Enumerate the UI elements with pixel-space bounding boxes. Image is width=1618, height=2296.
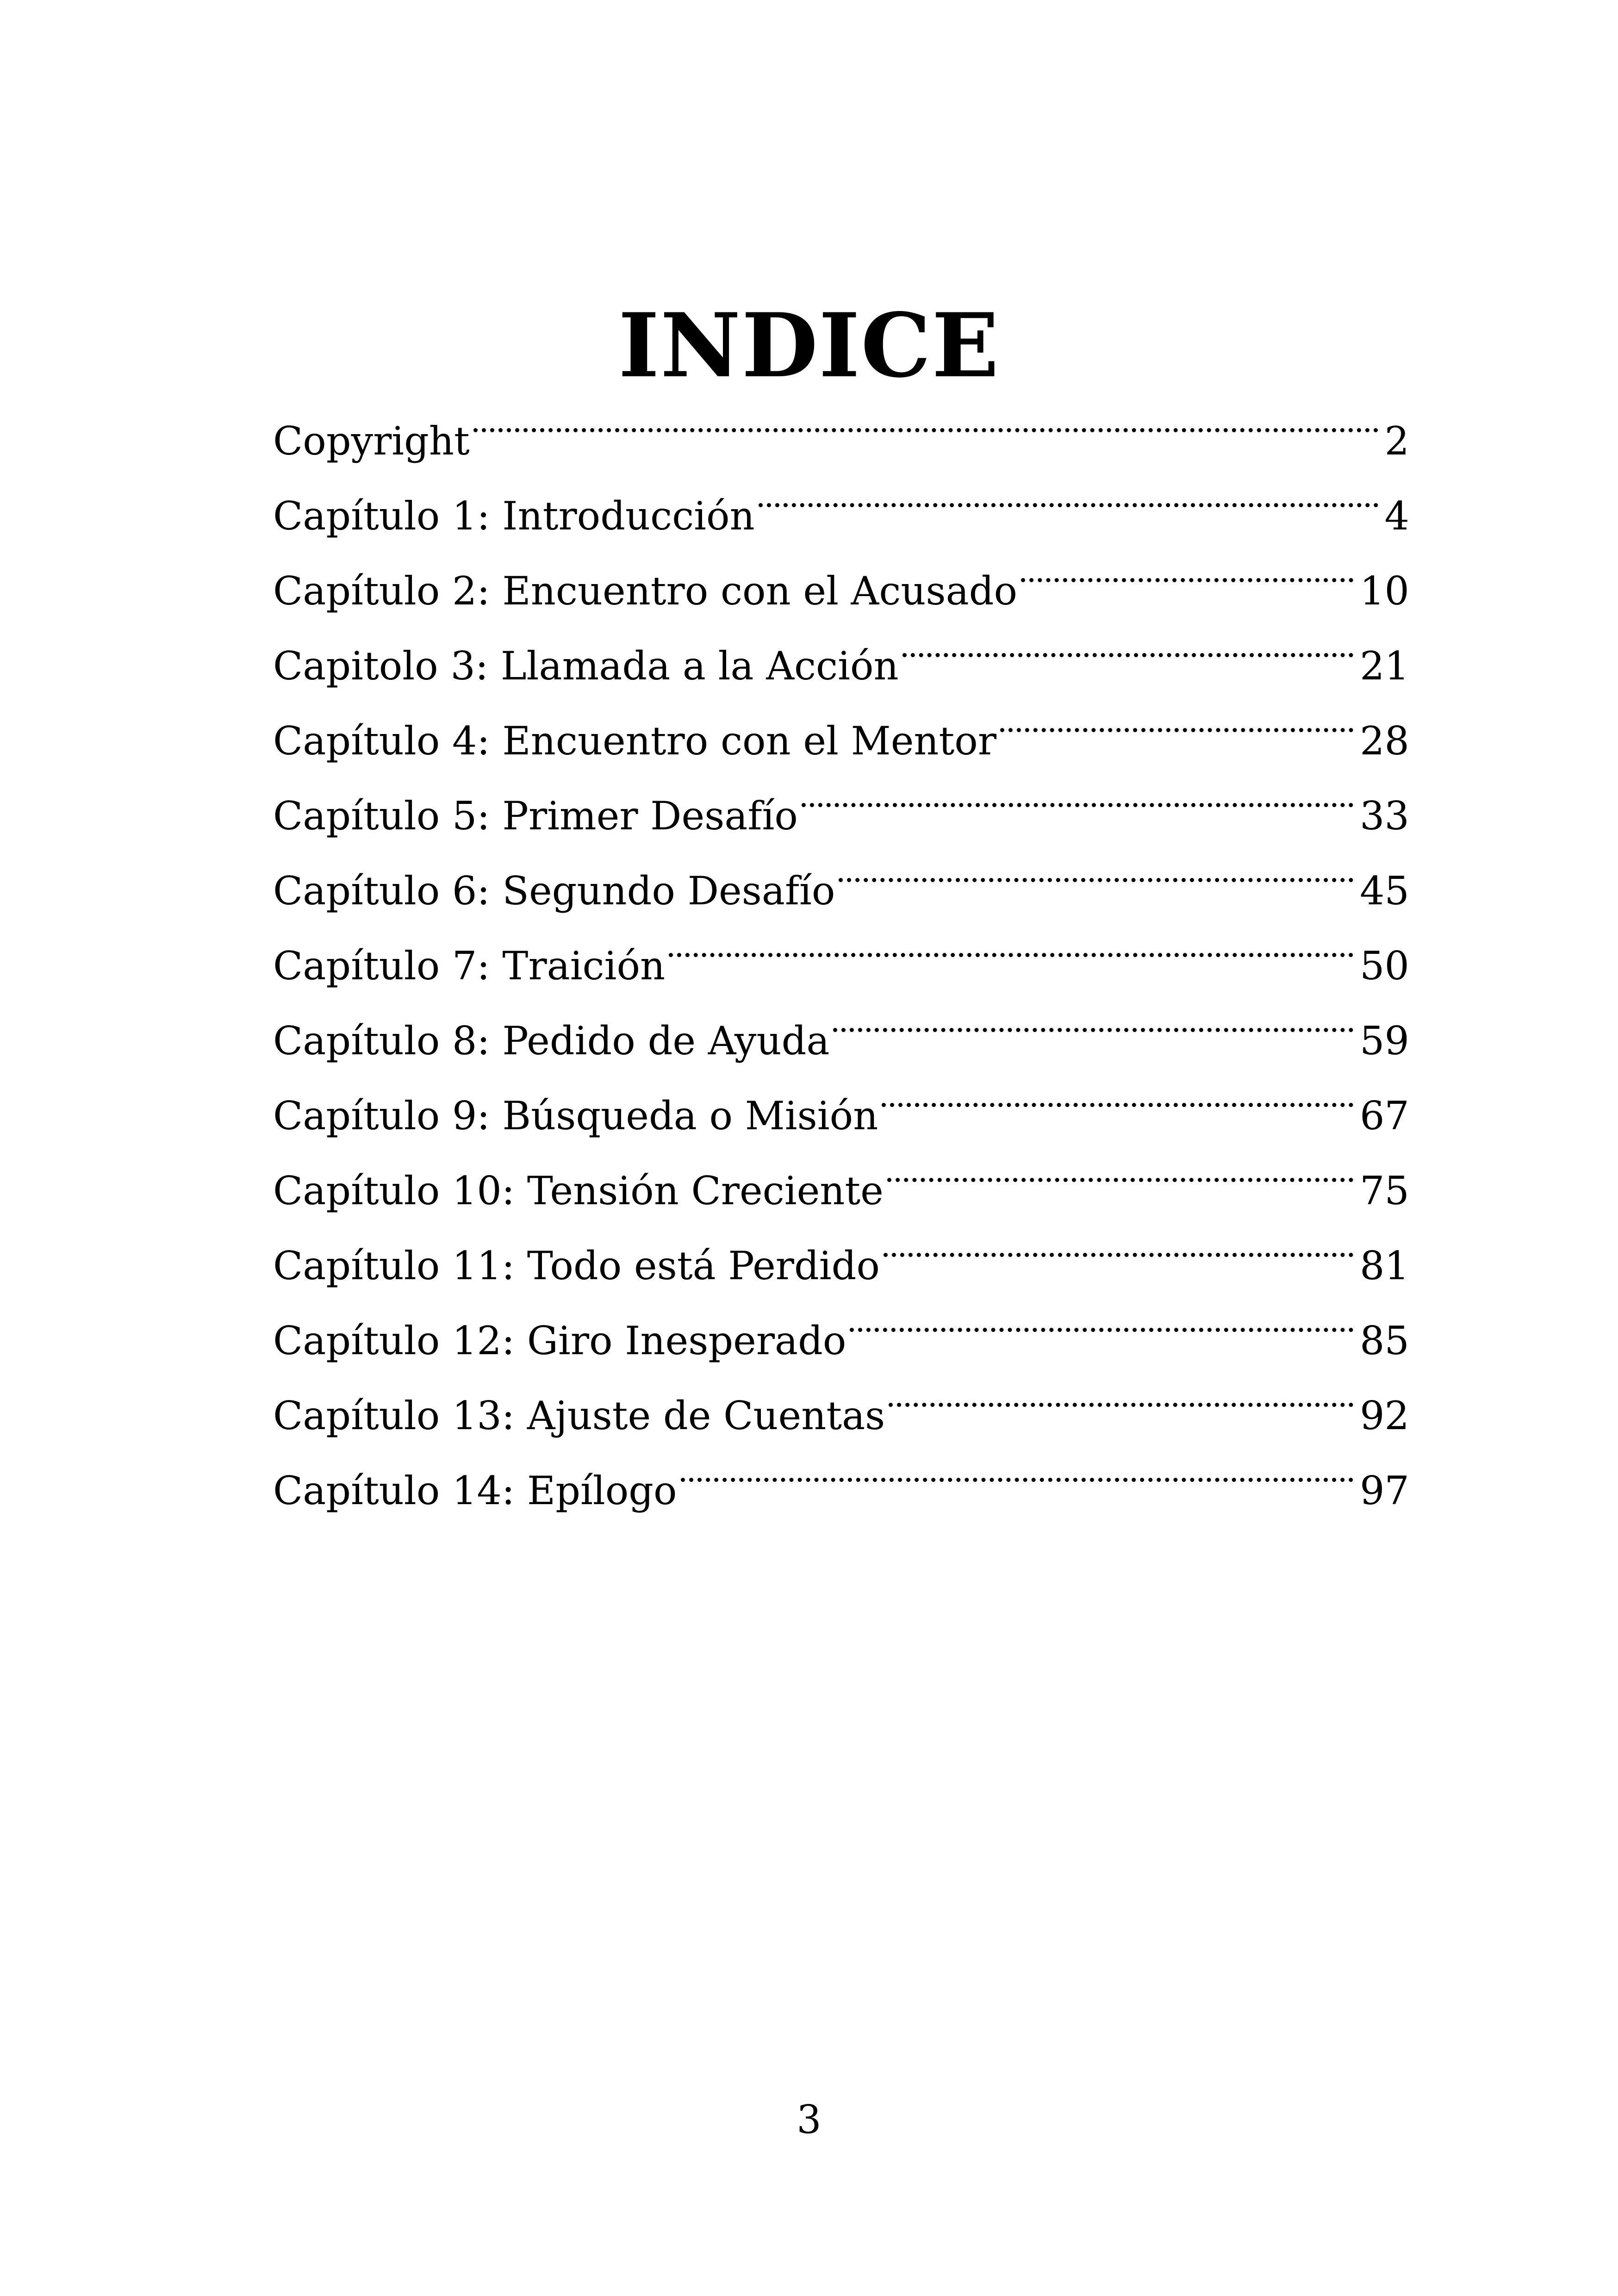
table-of-contents [273, 380, 1409, 1513]
toc-entry-label: Capítulo 5: Primer Desafío [273, 793, 798, 839]
toc-entry-label: Capítulo 4: Encuentro con el Mentor [273, 718, 996, 764]
toc-entry-label: Capítulo 13: Ajuste de Cuentas [273, 1393, 885, 1438]
toc-entry-page-number: 33 [1360, 793, 1409, 839]
page-number: 3 [797, 2097, 821, 2142]
toc-entry-label: Capítulo 6: Segundo Desafío [273, 868, 835, 914]
dot-leader [887, 1129, 1353, 1204]
toc-entry-page-number: 85 [1360, 1318, 1409, 1363]
dot-leader [850, 1279, 1353, 1354]
toc-entry[interactable] [273, 380, 1409, 464]
toc-entry-label: Copyright [273, 418, 470, 464]
toc-entry-page-number: 21 [1360, 643, 1409, 689]
toc-entry-label: Capítulo 10: Tensión Creciente [273, 1168, 884, 1213]
toc-entry-page-number: 59 [1360, 1018, 1409, 1064]
toc-entry-page-number: 45 [1360, 868, 1409, 914]
dot-leader [759, 454, 1378, 529]
dot-leader [669, 904, 1353, 979]
dot-leader [884, 1204, 1353, 1279]
dot-leader [833, 979, 1353, 1054]
toc-entry-label: Capítulo 11: Todo está Perdido [273, 1243, 880, 1288]
dot-leader [802, 754, 1353, 829]
toc-entry-page-number: 50 [1360, 943, 1409, 989]
toc-entry-label: Capítulo 1: Introducción [273, 493, 755, 539]
toc-entry-page-number: 75 [1360, 1168, 1409, 1213]
toc-entry-page-number: 81 [1360, 1243, 1409, 1288]
toc-entry-label: Capítulo 2: Encuentro con el Acusado [273, 568, 1018, 614]
dot-leader [889, 1354, 1353, 1429]
dot-leader [839, 829, 1353, 904]
toc-entry-label: Capítulo 12: Giro Inesperado [273, 1318, 846, 1363]
dot-leader [1021, 529, 1353, 604]
dot-leader [882, 1054, 1353, 1129]
toc-entry-label: Capítulo 9: Búsqueda o Misión [273, 1093, 878, 1139]
dot-leader [681, 1429, 1354, 1504]
toc-entry-page-number: 4 [1384, 493, 1409, 539]
toc-entry-page-number: 2 [1384, 418, 1409, 464]
page-title: INDICE [618, 294, 1000, 398]
toc-entry-page-number: 28 [1360, 718, 1409, 764]
toc-entry-page-number: 10 [1360, 568, 1409, 614]
toc-entry-label: Capítulo 14: Epílogo [273, 1468, 677, 1513]
dot-leader [902, 604, 1353, 679]
toc-entry-label: Capítulo 7: Traición [273, 943, 666, 989]
toc-entry-page-number: 97 [1360, 1468, 1409, 1513]
toc-entry-label: Capitolo 3: Llamada a la Acción [273, 643, 899, 689]
dot-leader [473, 380, 1378, 454]
toc-entry-page-number: 92 [1360, 1393, 1409, 1438]
toc-entry-page-number: 67 [1360, 1093, 1409, 1139]
dot-leader [1000, 679, 1353, 754]
toc-entry-label: Capítulo 8: Pedido de Ayuda [273, 1018, 830, 1064]
